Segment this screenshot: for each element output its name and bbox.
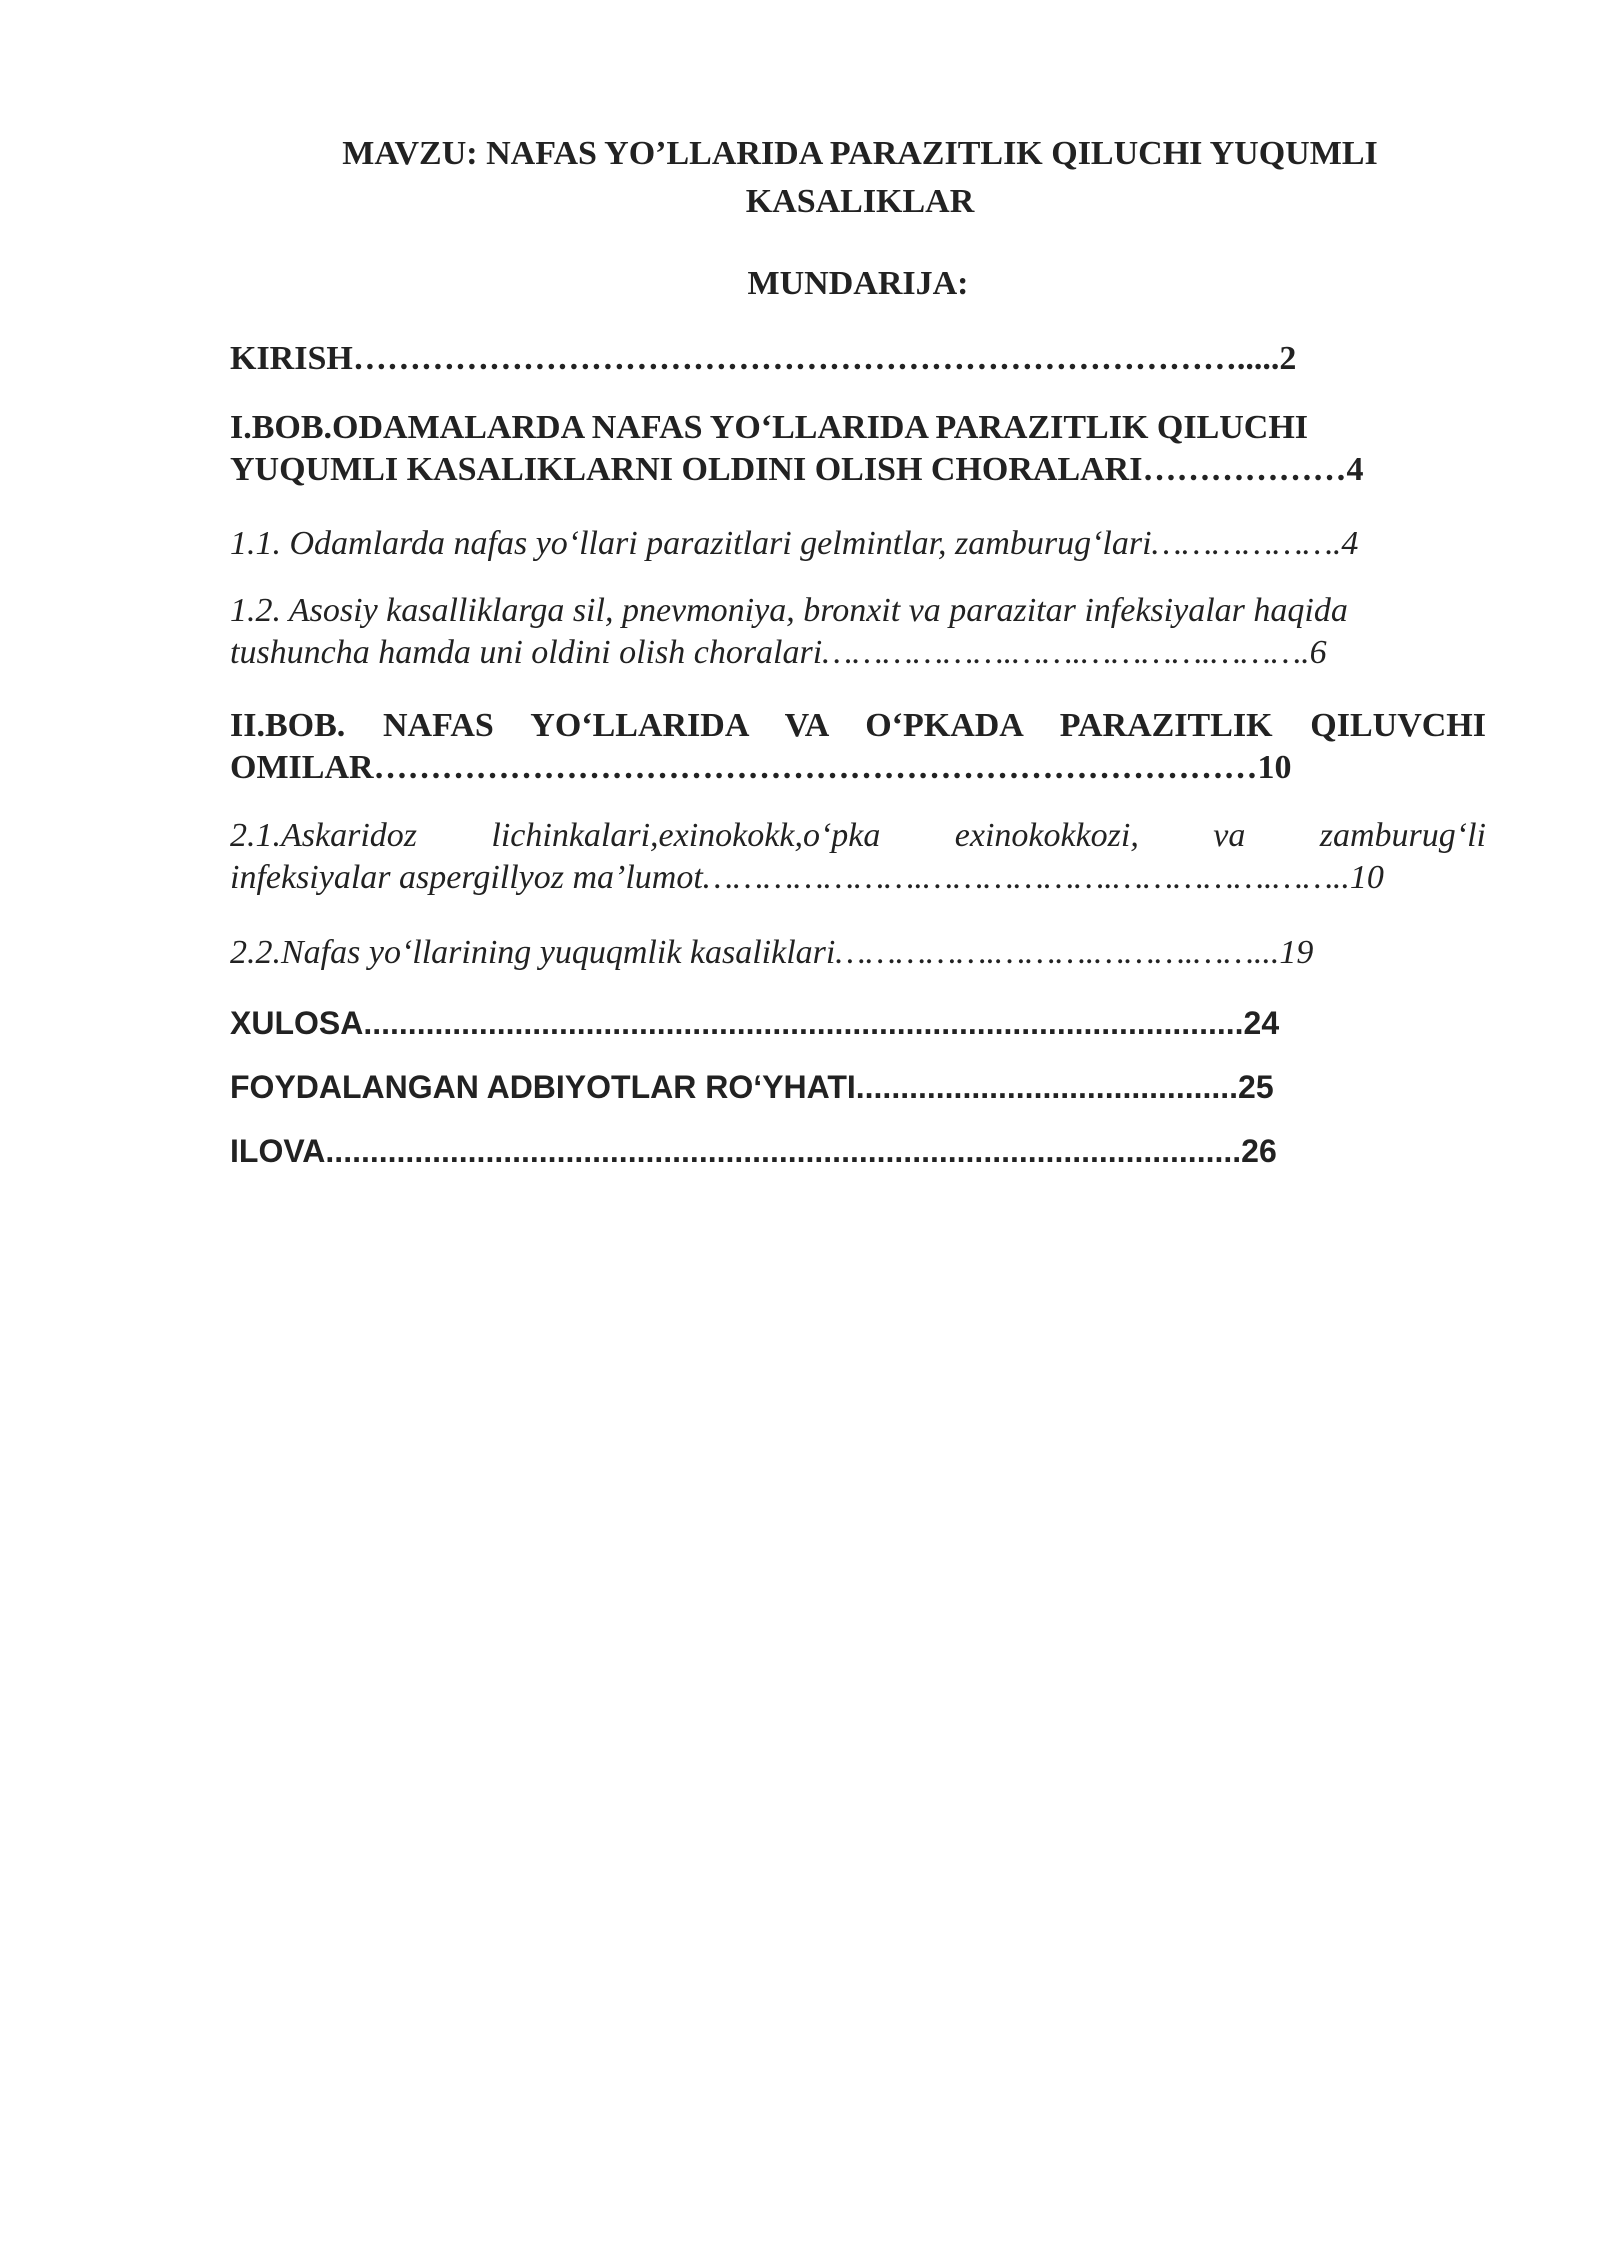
toc-entry-bob1 bbox=[230, 407, 1486, 491]
contents-heading bbox=[230, 262, 1486, 306]
document-title bbox=[240, 130, 1480, 226]
toc-entry-bob2-line-2: OMILAR……………………………………………………………………10 bbox=[230, 749, 1292, 786]
toc-entry-bob2-line-1: II.BOB. NAFAS YO‘LLARIDA VA O‘PKADA PARAZITLIK QILUVCHI bbox=[230, 707, 1486, 744]
title-line-1: MAVZU: NAFAS YO’LLARIDA PARAZITLIK QILUCHI YUQUMLI bbox=[342, 135, 1378, 172]
toc-entry-2-1-line-2: infeksiyalar aspergillyoz ma’lumot………………….……………….…………….……..10 bbox=[230, 859, 1384, 896]
title-line-2: KASALIKLAR bbox=[745, 183, 975, 220]
toc-entry-ilova: ILOVA.......................................................................................................26 bbox=[230, 1133, 1277, 1169]
toc-entry-kirish: KIRISH…………………………………………………………………….....2 bbox=[230, 340, 1297, 377]
toc-entry-xulosa: XULOSA...................................................................................................24 bbox=[230, 1005, 1280, 1041]
toc-entry-1-2-line-2: tushuncha hamda uni oldini olish choralari……………….…….………….……….6 bbox=[230, 634, 1327, 671]
toc-entry-bob1-line-2: YUQUMLI KASALIKLARNI OLDINI OLISH CHORALARI………………4 bbox=[230, 451, 1364, 488]
toc-entry-bob1-line-1: I.BOB.ODAMALARDA NAFAS YO‘LLARIDA PARAZITLIK QILUCHI bbox=[230, 409, 1309, 446]
toc-entry-1-2 bbox=[230, 590, 1486, 674]
toc-entry-2-1-line-1: 2.1.Askaridoz lichinkalari,exinokokk,o‘pka exinokokkozi, va zamburug‘li bbox=[230, 817, 1486, 854]
toc-entry-1-1: 1.1. Odamlarda nafas yo‘llari parazitlari gelmintlar, zamburug‘lari……………….4 bbox=[230, 525, 1359, 562]
toc-entry-1-2-line-1: 1.2. Asosiy kasalliklarga sil, pnevmoniya, bronxit va parazitar infeksiyalar haqida bbox=[230, 592, 1348, 629]
toc-entry-2-1 bbox=[230, 815, 1486, 899]
toc-entry-2-2: 2.2.Nafas yo‘llarining yuquqmlik kasaliklari…………….……….……….……...19 bbox=[230, 934, 1314, 971]
toc-entry-bob2 bbox=[230, 705, 1486, 789]
toc-entry-foydalangan: FOYDALANGAN ADBIYOTLAR RO‘YHATI...........................................25 bbox=[230, 1069, 1274, 1105]
contents-heading-text: MUNDARIJA: bbox=[747, 265, 969, 302]
